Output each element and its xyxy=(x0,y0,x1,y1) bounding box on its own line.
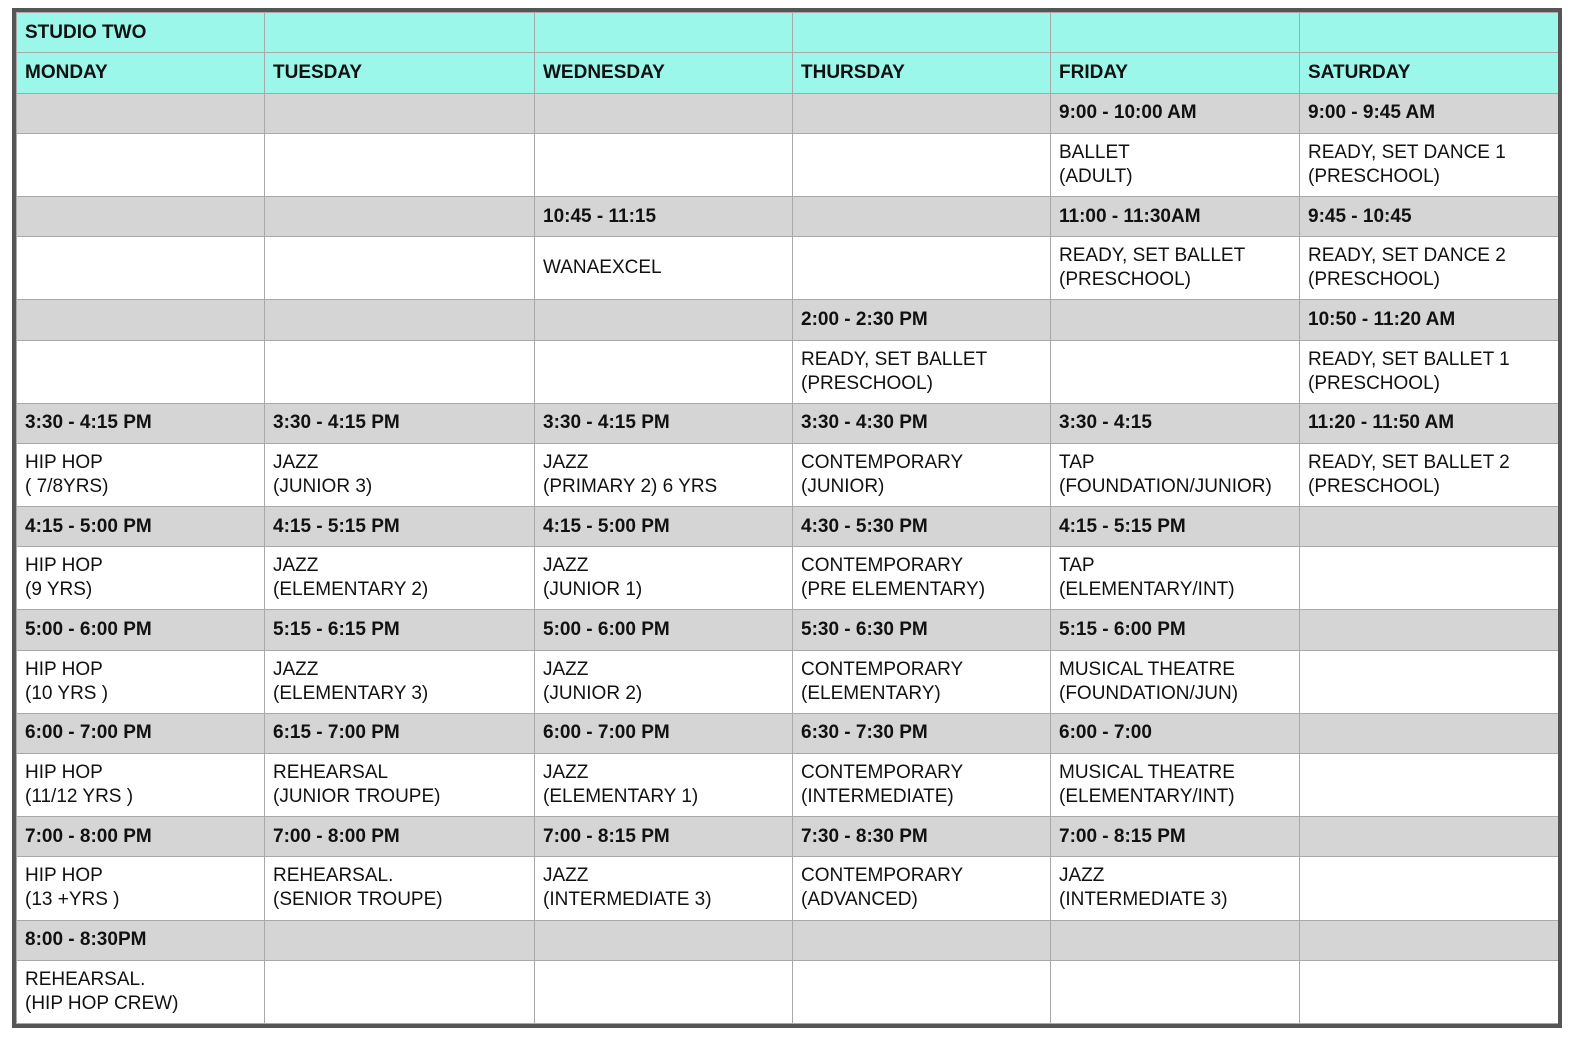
time-slot-cell xyxy=(17,196,265,236)
class-name: MUSICAL THEATRE xyxy=(1059,658,1235,680)
time-slot-cell xyxy=(265,196,535,236)
time-slot-cell: 6:30 - 7:30 PM xyxy=(793,713,1051,753)
studio-title: STUDIO TWO xyxy=(17,13,265,53)
class-level: (ELEMENTARY 1) xyxy=(543,786,699,808)
time-slot-cell: 7:00 - 8:15 PM xyxy=(535,817,793,857)
class-cell xyxy=(535,754,793,817)
class-level: (PRE ELEMENTARY) xyxy=(801,579,986,601)
time-slot-cell: 3:30 - 4:15 PM xyxy=(265,403,535,443)
time-slot-row xyxy=(17,610,1559,650)
day-wednesday: WEDNESDAY xyxy=(535,53,793,93)
day-tuesday: TUESDAY xyxy=(265,53,535,93)
time-slot-row xyxy=(17,93,1559,133)
class-name: MUSICAL THEATRE xyxy=(1059,762,1235,784)
class-name: JAZZ xyxy=(273,555,319,577)
class-cell xyxy=(1051,133,1300,196)
class-level: (PRESCHOOL) xyxy=(1308,372,1440,394)
class-name: READY, SET BALLET xyxy=(801,348,988,370)
time-slot-cell: 6:00 - 7:00 PM xyxy=(17,713,265,753)
time-slot-cell xyxy=(793,920,1051,960)
class-row xyxy=(17,444,1559,507)
class-name: TAP xyxy=(1059,452,1095,474)
class-name: TAP xyxy=(1059,555,1095,577)
class-cell xyxy=(1051,547,1300,610)
time-slot-cell: 3:30 - 4:15 PM xyxy=(17,403,265,443)
class-level: (INTERMEDIATE 3) xyxy=(1059,889,1228,911)
day-saturday: SATURDAY xyxy=(1300,53,1559,93)
class-level: (JUNIOR 1) xyxy=(543,579,643,601)
class-cell xyxy=(1051,754,1300,817)
time-slot-cell: 7:00 - 8:00 PM xyxy=(17,817,265,857)
time-slot-cell xyxy=(1051,300,1300,340)
time-slot-cell: 9:00 - 10:00 AM xyxy=(1051,93,1300,133)
class-row xyxy=(17,650,1559,713)
time-slot-cell: 3:30 - 4:15 xyxy=(1051,403,1300,443)
schedule-table xyxy=(16,12,1559,1024)
class-level: (ADULT) xyxy=(1059,165,1133,187)
class-cell xyxy=(535,960,793,1023)
time-slot-cell xyxy=(535,300,793,340)
class-name: HIP HOP xyxy=(25,658,103,680)
time-slot-cell: 5:00 - 6:00 PM xyxy=(17,610,265,650)
class-cell xyxy=(1300,340,1559,403)
time-slot-cell xyxy=(1051,920,1300,960)
time-slot-cell xyxy=(17,93,265,133)
time-slot-cell xyxy=(535,920,793,960)
class-level: (JUNIOR 3) xyxy=(273,476,373,498)
class-level: (ELEMENTARY 3) xyxy=(273,682,429,704)
time-slot-row xyxy=(17,300,1559,340)
class-level: ( 7/8YRS) xyxy=(25,476,109,498)
class-name: HIP HOP xyxy=(25,865,103,887)
class-row xyxy=(17,133,1559,196)
class-name: JAZZ xyxy=(543,658,589,680)
time-slot-row xyxy=(17,713,1559,753)
class-level: (PRESCHOOL) xyxy=(1308,165,1440,187)
class-cell xyxy=(793,547,1051,610)
class-row xyxy=(17,237,1559,300)
time-slot-cell xyxy=(1300,920,1559,960)
time-slot-cell xyxy=(265,920,535,960)
class-cell xyxy=(535,857,793,920)
time-slot-cell: 7:30 - 8:30 PM xyxy=(793,817,1051,857)
class-cell xyxy=(1051,237,1300,300)
class-level: (11/12 YRS ) xyxy=(25,786,134,808)
class-name: JAZZ xyxy=(1059,865,1105,887)
time-slot-cell xyxy=(17,300,265,340)
class-name: JAZZ xyxy=(543,865,589,887)
class-level: (ELEMENTARY) xyxy=(801,682,941,704)
class-cell xyxy=(17,133,265,196)
class-name: JAZZ xyxy=(273,452,319,474)
class-level: (PRESCHOOL) xyxy=(1308,269,1440,291)
class-name: JAZZ xyxy=(273,658,319,680)
class-level: (ADVANCED) xyxy=(801,889,918,911)
time-slot-cell: 7:00 - 8:15 PM xyxy=(1051,817,1300,857)
class-name: JAZZ xyxy=(543,762,589,784)
class-cell xyxy=(793,444,1051,507)
class-cell xyxy=(1300,754,1559,817)
class-cell xyxy=(535,340,793,403)
class-name: REHEARSAL. xyxy=(25,968,146,990)
time-slot-cell: 6:00 - 7:00 PM xyxy=(535,713,793,753)
class-cell xyxy=(535,133,793,196)
time-slot-cell: 11:00 - 11:30AM xyxy=(1051,196,1300,236)
class-level: (FOUNDATION/JUNIOR) xyxy=(1059,476,1272,498)
time-slot-cell: 4:15 - 5:00 PM xyxy=(535,507,793,547)
time-slot-cell: 4:30 - 5:30 PM xyxy=(793,507,1051,547)
class-name: REHEARSAL. xyxy=(273,865,394,887)
time-slot-cell: 3:30 - 4:15 PM xyxy=(535,403,793,443)
class-name: CONTEMPORARY xyxy=(801,658,964,680)
header-cell xyxy=(793,13,1051,53)
class-name: CONTEMPORARY xyxy=(801,865,964,887)
class-cell xyxy=(793,650,1051,713)
class-level: (ELEMENTARY/INT) xyxy=(1059,786,1235,808)
class-level: (PRESCHOOL) xyxy=(1308,476,1440,498)
class-cell xyxy=(1300,857,1559,920)
time-slot-row xyxy=(17,507,1559,547)
time-slot-cell: 7:00 - 8:00 PM xyxy=(265,817,535,857)
day-friday: FRIDAY xyxy=(1051,53,1300,93)
class-name: CONTEMPORARY xyxy=(801,452,964,474)
time-slot-cell: 5:00 - 6:00 PM xyxy=(535,610,793,650)
time-slot-cell: 5:15 - 6:00 PM xyxy=(1051,610,1300,650)
time-slot-cell xyxy=(793,196,1051,236)
class-name: READY, SET BALLET xyxy=(1059,245,1246,267)
class-level: (PRESCHOOL) xyxy=(801,372,933,394)
class-name: JAZZ xyxy=(543,452,589,474)
time-slot-cell: 6:15 - 7:00 PM xyxy=(265,713,535,753)
class-name: CONTEMPORARY xyxy=(801,555,964,577)
class-level: (13 +YRS ) xyxy=(25,889,120,911)
class-cell xyxy=(535,650,793,713)
day-thursday: THURSDAY xyxy=(793,53,1051,93)
time-slot-cell xyxy=(535,93,793,133)
class-level: (INTERMEDIATE 3) xyxy=(543,889,712,911)
class-cell xyxy=(1051,960,1300,1023)
class-cell xyxy=(1300,237,1559,300)
class-level: (JUNIOR) xyxy=(801,476,885,498)
class-cell xyxy=(17,960,265,1023)
class-cell xyxy=(265,237,535,300)
header-cell xyxy=(1300,13,1559,53)
class-row xyxy=(17,960,1559,1023)
time-slot-cell xyxy=(265,93,535,133)
class-cell xyxy=(265,547,535,610)
class-level: (PRESCHOOL) xyxy=(1059,269,1191,291)
class-level: (ELEMENTARY 2) xyxy=(273,579,429,601)
time-slot-cell xyxy=(1300,610,1559,650)
time-slot-row xyxy=(17,920,1559,960)
class-cell xyxy=(793,237,1051,300)
time-slot-cell: 10:50 - 11:20 AM xyxy=(1300,300,1559,340)
class-level: (9 YRS) xyxy=(25,579,93,601)
time-slot-cell: 9:45 - 10:45 xyxy=(1300,196,1559,236)
time-slot-cell xyxy=(793,93,1051,133)
class-row xyxy=(17,754,1559,817)
class-cell xyxy=(535,444,793,507)
time-slot-cell xyxy=(1300,817,1559,857)
class-cell xyxy=(17,547,265,610)
class-level: (JUNIOR 2) xyxy=(543,682,643,704)
class-cell xyxy=(17,857,265,920)
class-level: (HIP HOP CREW) xyxy=(25,992,179,1014)
class-name: HIP HOP xyxy=(25,555,103,577)
class-level: (FOUNDATION/JUN) xyxy=(1059,682,1239,704)
time-slot-row xyxy=(17,196,1559,236)
class-cell xyxy=(265,444,535,507)
class-cell xyxy=(17,340,265,403)
time-slot-cell: 5:30 - 6:30 PM xyxy=(793,610,1051,650)
class-cell xyxy=(1051,650,1300,713)
class-name: READY, SET BALLET 2 xyxy=(1308,452,1510,474)
class-cell xyxy=(17,444,265,507)
class-name: HIP HOP xyxy=(25,762,103,784)
time-slot-cell xyxy=(1300,507,1559,547)
class-name: BALLET xyxy=(1059,141,1130,163)
schedule-frame xyxy=(12,8,1562,1028)
class-cell xyxy=(265,960,535,1023)
class-name: REHEARSAL xyxy=(273,762,389,784)
class-level: (JUNIOR TROUPE) xyxy=(273,786,441,808)
class-cell xyxy=(793,340,1051,403)
header-cell xyxy=(265,13,535,53)
time-slot-cell xyxy=(1300,713,1559,753)
time-slot-cell: 11:20 - 11:50 AM xyxy=(1300,403,1559,443)
class-name: READY, SET DANCE 2 xyxy=(1308,245,1506,267)
class-level: (PRIMARY 2) 6 YRS xyxy=(543,476,718,498)
class-cell xyxy=(793,857,1051,920)
class-cell xyxy=(17,237,265,300)
class-cell xyxy=(1051,444,1300,507)
time-slot-cell: 10:45 - 11:15 xyxy=(535,196,793,236)
class-cell xyxy=(1051,340,1300,403)
class-name: WANAEXCEL xyxy=(543,257,662,279)
time-slot-cell: 2:00 - 2:30 PM xyxy=(793,300,1051,340)
class-cell xyxy=(535,547,793,610)
class-cell xyxy=(535,237,793,300)
time-slot-cell: 9:00 - 9:45 AM xyxy=(1300,93,1559,133)
time-slot-cell: 5:15 - 6:15 PM xyxy=(265,610,535,650)
class-row xyxy=(17,340,1559,403)
class-cell xyxy=(265,754,535,817)
class-level: (ELEMENTARY/INT) xyxy=(1059,579,1235,601)
time-slot-cell: 4:15 - 5:00 PM xyxy=(17,507,265,547)
class-cell xyxy=(1051,857,1300,920)
time-slot-cell xyxy=(265,300,535,340)
class-cell xyxy=(1300,960,1559,1023)
class-cell xyxy=(793,960,1051,1023)
class-name: HIP HOP xyxy=(25,452,103,474)
time-slot-row xyxy=(17,403,1559,443)
time-slot-cell: 8:00 - 8:30PM xyxy=(17,920,265,960)
day-monday: MONDAY xyxy=(17,53,265,93)
day-header-row xyxy=(17,53,1559,93)
class-cell xyxy=(1300,547,1559,610)
class-row xyxy=(17,547,1559,610)
class-name: CONTEMPORARY xyxy=(801,762,964,784)
title-row xyxy=(17,13,1559,53)
time-slot-cell: 6:00 - 7:00 xyxy=(1051,713,1300,753)
class-cell xyxy=(17,650,265,713)
class-cell xyxy=(793,133,1051,196)
header-cell xyxy=(535,13,793,53)
class-level: (10 YRS ) xyxy=(25,682,109,704)
class-cell xyxy=(1300,650,1559,713)
class-level: (INTERMEDIATE) xyxy=(801,786,954,808)
class-cell xyxy=(265,340,535,403)
class-cell xyxy=(17,754,265,817)
class-name: READY, SET BALLET 1 xyxy=(1308,348,1510,370)
class-name: JAZZ xyxy=(543,555,589,577)
time-slot-cell: 4:15 - 5:15 PM xyxy=(1051,507,1300,547)
class-cell xyxy=(793,754,1051,817)
class-cell xyxy=(265,133,535,196)
class-name: READY, SET DANCE 1 xyxy=(1308,141,1506,163)
time-slot-cell: 3:30 - 4:30 PM xyxy=(793,403,1051,443)
class-cell xyxy=(265,857,535,920)
class-level: (SENIOR TROUPE) xyxy=(273,889,443,911)
header-cell xyxy=(1051,13,1300,53)
class-cell xyxy=(265,650,535,713)
class-cell xyxy=(1300,444,1559,507)
class-cell xyxy=(1300,133,1559,196)
class-row xyxy=(17,857,1559,920)
time-slot-row xyxy=(17,817,1559,857)
time-slot-cell: 4:15 - 5:15 PM xyxy=(265,507,535,547)
